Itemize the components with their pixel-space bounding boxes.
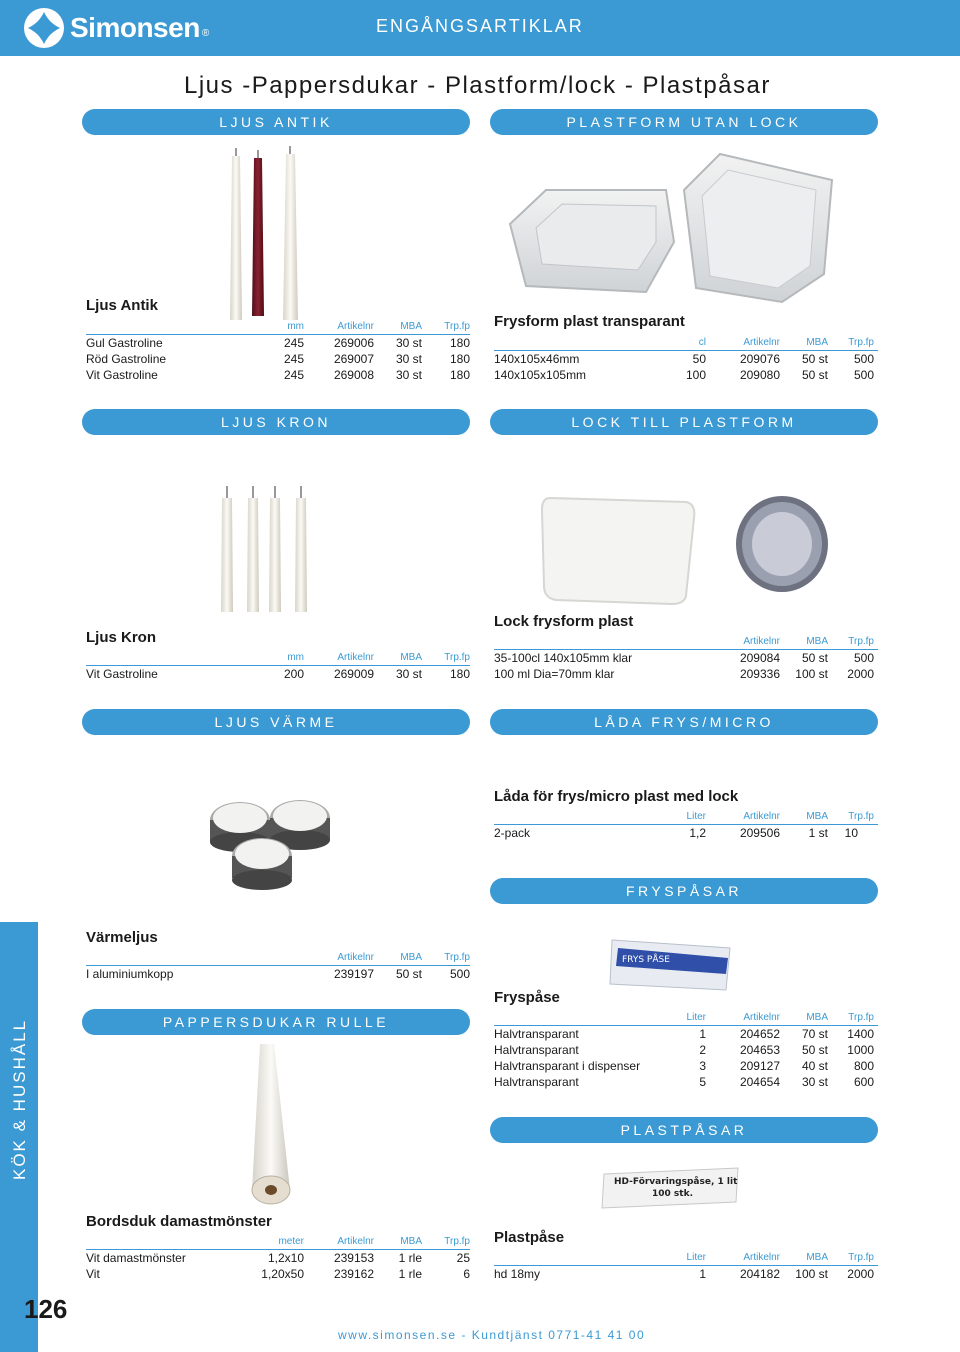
table-row	[494, 1074, 878, 1090]
cell: 204652	[739, 1027, 780, 1041]
cell: 140x105x105mm	[494, 368, 587, 382]
band-plastform-utan-lock: PLASTFORM UTAN LOCK	[490, 109, 878, 135]
cell: 500	[853, 651, 874, 665]
cell: Vit Gastroline	[86, 368, 158, 382]
table-row	[494, 351, 878, 367]
product-title-ljus-antik: Ljus Antik	[86, 297, 158, 314]
cell: 209084	[739, 651, 780, 665]
cell: 30 st	[395, 667, 422, 681]
top-bar	[0, 0, 960, 56]
cell: 209336	[739, 667, 780, 681]
cell: 30 st	[395, 368, 422, 382]
col-header: Trp.fp	[848, 1252, 874, 1263]
brand-registered-mark: ®	[201, 27, 210, 39]
cell: 140x105x46mm	[494, 352, 580, 366]
cell: 269008	[333, 368, 374, 382]
cell: Halvtransparant	[494, 1027, 579, 1041]
cell: 239197	[333, 967, 374, 981]
table-header	[494, 634, 878, 650]
frysform-containers-image	[506, 150, 836, 310]
col-header: Trp.fp	[848, 811, 874, 822]
cell: 1,2x10	[267, 1251, 304, 1265]
cell: Röd Gastroline	[86, 352, 167, 366]
cell: Gul Gastroline	[86, 336, 163, 350]
cell: 1	[699, 1027, 706, 1041]
table-row	[494, 825, 878, 841]
category-label[interactable]: KÖK & HUSHÅLL	[10, 1018, 29, 1180]
table-row	[494, 367, 878, 383]
product-title-lada: Låda för frys/micro plast med lock	[494, 788, 739, 805]
table-lock-frysform	[494, 634, 878, 682]
col-header: MBA	[806, 1252, 828, 1263]
brand-name: Simonsen	[70, 12, 200, 43]
cell: 209127	[739, 1059, 780, 1073]
cell: 25	[456, 1251, 470, 1265]
product-title-lock-frysform: Lock frysform plast	[494, 613, 634, 630]
col-header: mm	[287, 321, 304, 332]
table-ljus-antik	[86, 319, 470, 383]
cell: 180	[449, 336, 470, 350]
cell: 2-pack	[494, 826, 531, 840]
cell: Vit Gastroline	[86, 667, 158, 681]
table-row	[86, 666, 470, 682]
table-header	[86, 319, 470, 335]
col-header: meter	[278, 1236, 304, 1247]
cell: 50	[692, 352, 706, 366]
col-header: Artikelnr	[743, 1252, 780, 1263]
cell: 1 rle	[398, 1251, 422, 1265]
cell: hd 18my	[494, 1267, 541, 1281]
band-ljus-antik: LJUS ANTIK	[82, 109, 470, 135]
cell: 204182	[739, 1267, 780, 1281]
col-header: Liter	[686, 1012, 706, 1023]
band-ljus-kron: LJUS KRON	[82, 409, 470, 435]
cell: 180	[449, 667, 470, 681]
cell: 500	[449, 967, 470, 981]
band-fryspasar: FRYSPÅSAR	[490, 878, 878, 904]
tealights-image	[208, 788, 344, 898]
cell: 245	[283, 352, 304, 366]
cell: Halvtransparant	[494, 1075, 579, 1089]
table-row	[86, 1266, 470, 1282]
cell: 10	[844, 826, 858, 840]
cell: 245	[283, 336, 304, 350]
col-header: Trp.fp	[444, 652, 470, 663]
footer-contact[interactable]: www.simonsen.se - Kundtjänst 0771-41 41 00	[338, 1328, 646, 1342]
product-title-fryspase: Fryspåse	[494, 989, 560, 1006]
cell: 200	[283, 667, 304, 681]
col-header: Trp.fp	[444, 321, 470, 332]
col-header: MBA	[806, 636, 828, 647]
cell: 100 st	[795, 1267, 828, 1281]
page-number: 126	[24, 1294, 68, 1324]
cell: 239153	[333, 1251, 374, 1265]
cell: 180	[449, 352, 470, 366]
col-header: Trp.fp	[848, 636, 874, 647]
table-header	[494, 335, 878, 351]
cell: 209080	[739, 368, 780, 382]
col-header: MBA	[806, 337, 828, 348]
cell: 245	[283, 368, 304, 382]
cell: 209076	[739, 352, 780, 366]
cell: 1 st	[808, 826, 828, 840]
cell: 100 st	[795, 667, 828, 681]
kron-candles-image	[216, 480, 316, 616]
cell: 269009	[333, 667, 374, 681]
lids-image	[536, 488, 836, 608]
table-row	[494, 1266, 878, 1282]
cell: I aluminiumkopp	[86, 967, 174, 981]
col-header: Artikelnr	[337, 952, 374, 963]
cell: 30 st	[801, 1075, 828, 1089]
cell: Halvtransparant	[494, 1043, 579, 1057]
cell: 1,20x50	[261, 1267, 304, 1281]
col-header: Artikelnr	[743, 337, 780, 348]
col-header: mm	[287, 652, 304, 663]
col-header: Artikelnr	[743, 811, 780, 822]
cell: 50 st	[801, 651, 828, 665]
cell: 1400	[847, 1027, 874, 1041]
product-title-frysform: Frysform plast transparant	[494, 313, 685, 330]
fryspase-roll-label: FRYS PÅSE	[622, 955, 670, 965]
cell: 50 st	[801, 368, 828, 382]
hd-bag-box-image	[600, 1164, 740, 1210]
cell: 3	[699, 1059, 706, 1073]
col-header: MBA	[400, 952, 422, 963]
cell: 2000	[847, 1267, 874, 1281]
product-title-varmeljus: Värmeljus	[86, 929, 158, 946]
table-plastpase	[494, 1250, 878, 1282]
cell: 100	[685, 368, 706, 382]
table-row	[86, 1250, 470, 1266]
table-header	[494, 1010, 878, 1026]
table-frysform	[494, 335, 878, 383]
fryspase-roll-image	[608, 934, 734, 992]
cell: 204653	[739, 1043, 780, 1057]
cell: 209506	[739, 826, 780, 840]
product-title-bordsduk: Bordsduk damastmönster	[86, 1213, 272, 1230]
cell: 500	[853, 368, 874, 382]
col-header: MBA	[400, 321, 422, 332]
col-header: Artikelnr	[743, 1012, 780, 1023]
col-header: cl	[698, 337, 706, 348]
antik-candles-image	[222, 144, 310, 324]
col-header: Artikelnr	[743, 636, 780, 647]
cell: 239162	[333, 1267, 374, 1281]
table-header	[494, 1250, 878, 1266]
cell: 30 st	[395, 352, 422, 366]
table-bordsduk	[86, 1234, 470, 1282]
table-header	[86, 950, 470, 966]
cell: Halvtransparant i dispenser	[494, 1059, 641, 1073]
table-header	[86, 1234, 470, 1250]
brand-logo[interactable]	[22, 6, 209, 50]
cell: 600	[853, 1075, 874, 1089]
col-header: Artikelnr	[337, 1236, 374, 1247]
table-header	[86, 650, 470, 666]
col-header: Liter	[686, 811, 706, 822]
section-heading: ENGÅNGSARTIKLAR	[376, 16, 584, 36]
cell: 50 st	[801, 352, 828, 366]
band-plastpasar: PLASTPÅSAR	[490, 1117, 878, 1143]
col-header: MBA	[806, 811, 828, 822]
col-header: Trp.fp	[848, 337, 874, 348]
band-pappersdukar-rulle: PAPPERSDUKAR RULLE	[82, 1009, 470, 1035]
col-header: MBA	[400, 652, 422, 663]
cell: 180	[449, 368, 470, 382]
cell: 1	[699, 1267, 706, 1281]
table-row	[494, 666, 878, 682]
simonsen-cross-icon	[22, 6, 66, 50]
table-row	[494, 1058, 878, 1074]
cell: 40 st	[801, 1059, 828, 1073]
table-fryspase	[494, 1010, 878, 1090]
cell: Vit damastmönster	[86, 1251, 186, 1265]
paper-roll-image	[246, 1040, 296, 1210]
cell: 1000	[847, 1043, 874, 1057]
band-lock-till-plastform: LOCK TILL PLASTFORM	[490, 409, 878, 435]
cell: Vit	[86, 1267, 100, 1281]
cell: 70 st	[801, 1027, 828, 1041]
band-lada-frys-micro: LÅDA FRYS/MICRO	[490, 709, 878, 735]
col-header: Trp.fp	[444, 952, 470, 963]
col-header: Artikelnr	[337, 652, 374, 663]
cell: 204654	[739, 1075, 780, 1089]
cell: 35-100cl 140x105mm klar	[494, 651, 633, 665]
band-ljus-varme: LJUS VÄRME	[82, 709, 470, 735]
cell: 269007	[333, 352, 374, 366]
cell: 6	[463, 1267, 470, 1281]
cell: 800	[853, 1059, 874, 1073]
table-row	[86, 966, 470, 982]
col-header: Liter	[686, 1252, 706, 1263]
cell: 500	[853, 352, 874, 366]
cell: 1,2	[689, 826, 706, 840]
table-row	[86, 335, 470, 351]
table-header	[494, 809, 878, 825]
cell: 269006	[333, 336, 374, 350]
cell: 2000	[847, 667, 874, 681]
col-header: MBA	[400, 1236, 422, 1247]
product-title-plastpase: Plastpåse	[494, 1229, 565, 1246]
table-ljus-kron	[86, 650, 470, 682]
product-title-ljus-kron: Ljus Kron	[86, 629, 156, 646]
cell: 50 st	[801, 1043, 828, 1057]
cell: 50 st	[395, 967, 422, 981]
table-lada	[494, 809, 878, 841]
table-row	[494, 1026, 878, 1042]
cell: 100 ml Dia=70mm klar	[494, 667, 615, 681]
table-row	[86, 351, 470, 367]
cell: 30 st	[395, 336, 422, 350]
cell: 1 rle	[398, 1267, 422, 1281]
col-header: Artikelnr	[337, 321, 374, 332]
table-row	[86, 367, 470, 383]
hd-bag-label: HD-Förvaringspåse, 1 lit	[614, 1177, 738, 1187]
table-varmeljus	[86, 950, 470, 982]
col-header: Trp.fp	[848, 1012, 874, 1023]
cell: 2	[699, 1043, 706, 1057]
hd-bag-count: 100 stk.	[652, 1189, 693, 1199]
table-row	[494, 650, 878, 666]
table-row	[494, 1042, 878, 1058]
col-header: Trp.fp	[444, 1236, 470, 1247]
page-title: Ljus -Pappersdukar - Plastform/lock - Plastpåsar	[184, 72, 771, 99]
col-header: MBA	[806, 1012, 828, 1023]
cell: 5	[699, 1075, 706, 1089]
